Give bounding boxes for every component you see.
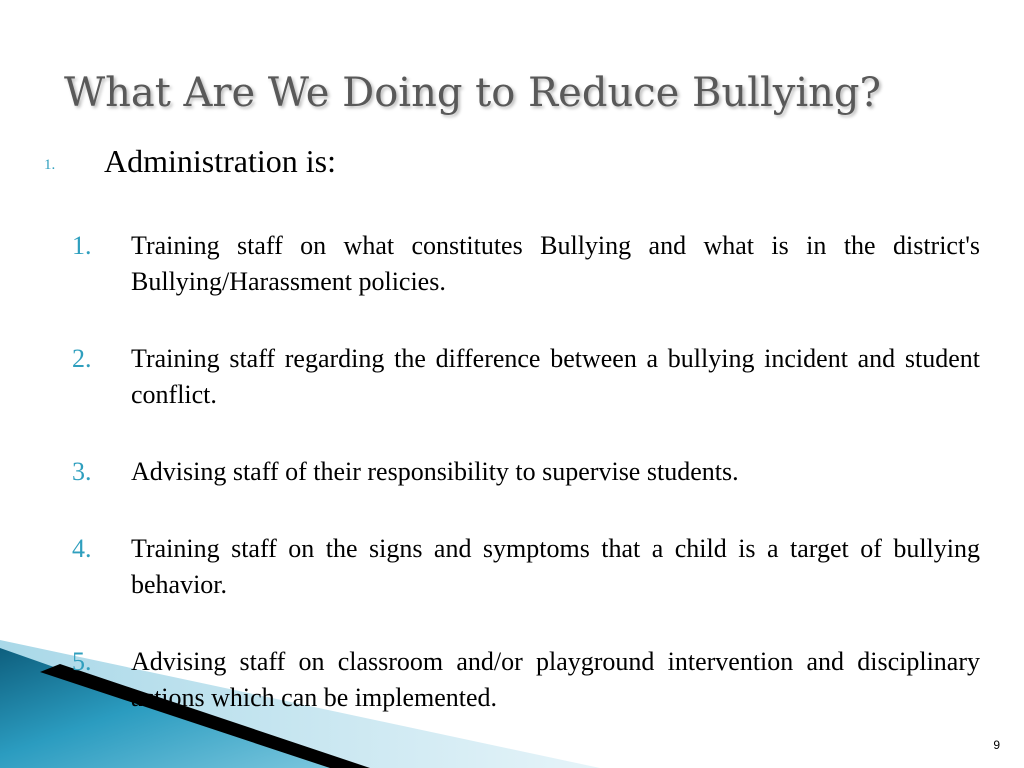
list-item-text: Advising staff of their responsibility to supervise students. [131,457,739,486]
list-item-number: 3. [72,457,92,486]
list-item-text: Training staff regarding the difference between a bullying incident and student conflict. [131,344,980,409]
page-number: 9 [993,738,1000,752]
list-item-number: 1. [72,231,92,260]
list-item-number: 4. [72,534,92,563]
list-item-number: 2. [72,344,92,373]
list-item [70,228,980,300]
slide-title: What Are We Doing to Reduce Bullying? [64,70,881,116]
list-item-text: Training staff on what constitutes Bullying and what is in the district's Bullying/Harassment policies. [131,231,980,296]
list-item [70,341,980,413]
list-item [70,644,980,716]
main-list-text: Administration is: [104,143,336,179]
numbered-list [70,228,980,757]
list-item [70,454,980,490]
main-list-number: 1. [44,157,56,173]
list-item-text: Advising staff on classroom and/or playground intervention and disciplinary actions which can be implemented. [131,647,980,712]
list-item [70,531,980,603]
list-item-text: Training staff on the signs and symptoms that a child is a target of bullying behavior. [131,534,980,599]
list-item-number: 5. [72,647,92,676]
